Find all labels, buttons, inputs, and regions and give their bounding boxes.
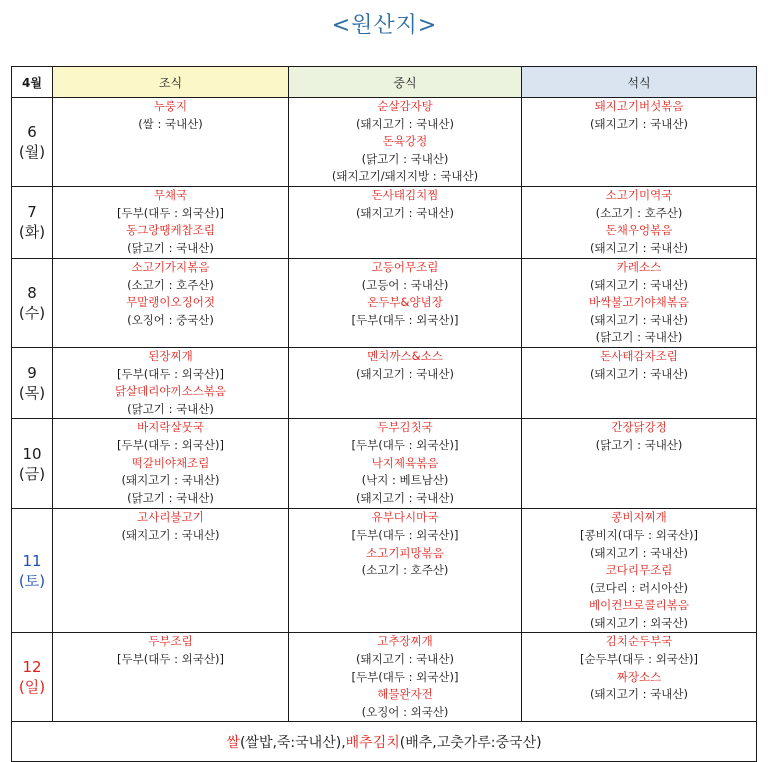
dish-name: 돈사태김치찜 [371, 187, 439, 202]
lunch-cell [289, 633, 522, 722]
dish-origin: (닭고기 : 국내산) [127, 401, 214, 416]
dish-name: 무말랭이오징어젓 [126, 295, 215, 310]
dish-name: 콩비지찌개 [611, 510, 667, 525]
dish-origin: (돼지고기 : 국내산) [356, 490, 454, 505]
day-date: 9 [27, 364, 37, 383]
dish-origin: (돼지고기 : 국내산) [590, 687, 688, 702]
dish-origin: (돼지고기 : 국내산) [356, 205, 454, 220]
dinner-cell [522, 186, 757, 258]
day-date: 12 [22, 658, 42, 677]
dish-name: 온두부&양념장 [367, 295, 443, 310]
breakfast-cell [53, 186, 289, 258]
day-date: 7 [27, 203, 37, 222]
dinner-cell [522, 258, 757, 347]
dish-name: 소고기피망볶음 [366, 545, 444, 560]
day-row [12, 347, 757, 418]
footer-kimchi-note: (배추,고춧가루:중국산) [399, 734, 542, 751]
footer-kimchi: 배추김치 [345, 734, 400, 751]
dish-origin: [두부(대두 : 외국산)] [117, 437, 224, 452]
dish-origin: (오징어 : 외국산) [361, 704, 449, 719]
dish-origin: [두부(대두 : 외국산)] [351, 669, 459, 684]
day-weekday: (금) [18, 464, 46, 483]
dish-origin: (소고기 : 호주산) [361, 563, 449, 578]
dish-origin: (소고기 : 호주산) [127, 277, 214, 292]
day-row [12, 186, 757, 258]
dinner-cell [522, 509, 757, 633]
dish-origin: (닭고기 : 국내산) [127, 490, 214, 505]
footer-rice-note: (쌀밥,죽:국내산), [239, 734, 346, 751]
dish-name: 바지락살뭇국 [137, 420, 204, 435]
day-row [12, 98, 757, 187]
footer-row [12, 722, 757, 762]
dish-name: 된장찌개 [148, 348, 193, 363]
dish-name: 닭살데리야끼소스볶음 [114, 384, 227, 399]
dish-name: 동그랑땡케찹조림 [126, 223, 215, 238]
dish-origin: (닭고기 : 국내산) [595, 437, 683, 452]
dish-origin: (닭고기 : 국내산) [361, 151, 449, 166]
day-row [12, 509, 757, 633]
dish-origin: (돼지고기 : 국내산) [356, 652, 454, 667]
dish-name: 낙지제육볶음 [371, 455, 439, 470]
dish-name: 유부다시마국 [371, 510, 439, 525]
dish-origin: (낙지 : 베트남산) [361, 473, 449, 488]
breakfast-cell [53, 98, 289, 187]
page-title: <원산지> [331, 13, 438, 38]
dish-origin: (소고기 : 호주산) [595, 205, 683, 220]
dish-name: 돈육강정 [382, 134, 428, 149]
dish-origin: (쌀 : 국내산) [138, 116, 203, 131]
dish-name: 고등어무조림 [371, 259, 439, 274]
dinner-cell [522, 419, 757, 509]
dish-origin: (고등어 : 국내산) [361, 277, 449, 292]
dish-origin: [두부(대두 : 외국산)] [351, 312, 459, 327]
dish-name: 코다리무조림 [605, 563, 673, 578]
dish-name: 두부김칫국 [377, 420, 433, 435]
day-weekday: (월) [18, 142, 46, 161]
breakfast-cell [53, 258, 289, 347]
dish-name: 두부조림 [148, 634, 193, 649]
dish-origin: [순두부(대두 : 외국산)] [579, 652, 698, 667]
dinner-header: 석식 [522, 67, 757, 98]
dish-origin: (돼지고기 : 국내산) [121, 473, 220, 488]
day-cell [12, 98, 53, 187]
day-date: 10 [22, 444, 42, 463]
lunch-cell [289, 509, 522, 633]
dish-origin: (코다리 : 러시아산) [590, 580, 688, 595]
breakfast-header: 조식 [53, 67, 289, 98]
dish-origin: [콩비지(대두 : 외국산)] [579, 527, 698, 542]
dinner-cell [522, 633, 757, 722]
dish-origin: (닭고기 : 국내산) [127, 240, 214, 255]
lunch-cell [289, 347, 522, 418]
footer-rice: 쌀 [226, 734, 240, 751]
origin-footer [12, 722, 757, 762]
dish-origin: [두부(대두 : 외국산)] [117, 205, 224, 220]
dish-name: 고사리불고기 [137, 510, 204, 525]
day-cell [12, 633, 53, 722]
lunch-header: 중식 [289, 67, 522, 98]
day-weekday: (수) [18, 303, 46, 322]
dish-name: 소고기미역국 [605, 187, 673, 202]
day-cell [12, 347, 53, 418]
dish-name: 해물완자전 [377, 687, 433, 702]
dish-origin: (오징어 : 중국산) [127, 312, 214, 327]
dish-origin: (돼지고기 : 국내산) [356, 116, 454, 131]
dinner-cell [522, 347, 757, 418]
dish-name: 무채국 [153, 187, 188, 202]
lunch-cell [289, 258, 522, 347]
dish-origin: (돼지고기 : 국내산) [590, 116, 688, 131]
dish-origin: (닭고기 : 국내산) [595, 330, 683, 345]
dish-name: 베이컨브로콜리볶음 [589, 598, 689, 613]
day-cell [12, 258, 53, 347]
dish-name: 누룽지 [153, 99, 188, 113]
dish-origin: [두부(대두 : 외국산)] [117, 366, 224, 381]
day-row [12, 258, 757, 347]
dish-name: 멘치까스&소스 [367, 348, 443, 363]
breakfast-cell [53, 419, 289, 509]
day-cell [12, 419, 53, 509]
lunch-cell [289, 419, 522, 509]
dish-name: 소고기가지볶음 [131, 259, 210, 274]
menu-table [11, 66, 757, 762]
dish-name: 돈채우엉볶음 [605, 223, 673, 238]
dish-name: 고추장찌개 [377, 634, 433, 649]
dish-origin: (돼지고기 : 국내산) [590, 240, 688, 255]
dish-origin: [두부(대두 : 외국산)] [351, 527, 459, 542]
dish-origin: (돼지고기 : 국내산) [356, 366, 454, 381]
dish-name: 간장닭강정 [611, 420, 667, 435]
dish-name: 순살감자탕 [377, 99, 433, 113]
dish-origin: (돼지고기/돼지지방 : 국내산) [331, 169, 479, 184]
day-date: 11 [22, 551, 42, 570]
day-weekday: (목) [18, 384, 46, 403]
dish-name: 돈사태감자조림 [600, 348, 678, 363]
day-weekday: (화) [18, 223, 46, 242]
dish-name: 김치순두부국 [605, 634, 673, 649]
day-row [12, 419, 757, 509]
dish-name: 돼지고기버섯볶음 [594, 99, 684, 113]
day-date: 8 [27, 283, 37, 302]
day-cell [12, 509, 53, 633]
dinner-cell [522, 98, 757, 187]
dish-origin: (돼지고기 : 국내산) [590, 366, 688, 381]
dish-origin: (돼지고기 : 국내산) [590, 312, 688, 327]
day-weekday: (일) [18, 678, 46, 697]
dish-origin: (돼지고기 : 국내산) [590, 545, 688, 560]
dish-name: 짜장소스 [616, 669, 662, 684]
dish-name: 바싹불고기야채볶음 [589, 295, 689, 310]
lunch-cell [289, 186, 522, 258]
day-weekday: (토) [18, 571, 46, 590]
dish-name: 떡갈비야채조림 [131, 455, 210, 470]
dish-origin: [두부(대두 : 외국산)] [117, 652, 224, 667]
day-cell [12, 186, 53, 258]
dish-origin: (돼지고기 : 국내산) [121, 527, 220, 542]
dish-origin: (돼지고기 : 외국산) [590, 615, 688, 630]
dish-name: 카레소스 [616, 259, 662, 274]
breakfast-cell [53, 509, 289, 633]
lunch-cell [289, 98, 522, 187]
header-row [12, 67, 757, 98]
day-row [12, 633, 757, 722]
breakfast-cell [53, 347, 289, 418]
breakfast-cell [53, 633, 289, 722]
month-header: 4월 [12, 67, 53, 98]
day-date: 6 [27, 122, 37, 141]
dish-origin: [두부(대두 : 외국산)] [351, 437, 459, 452]
dish-origin: (돼지고기 : 국내산) [590, 277, 688, 292]
